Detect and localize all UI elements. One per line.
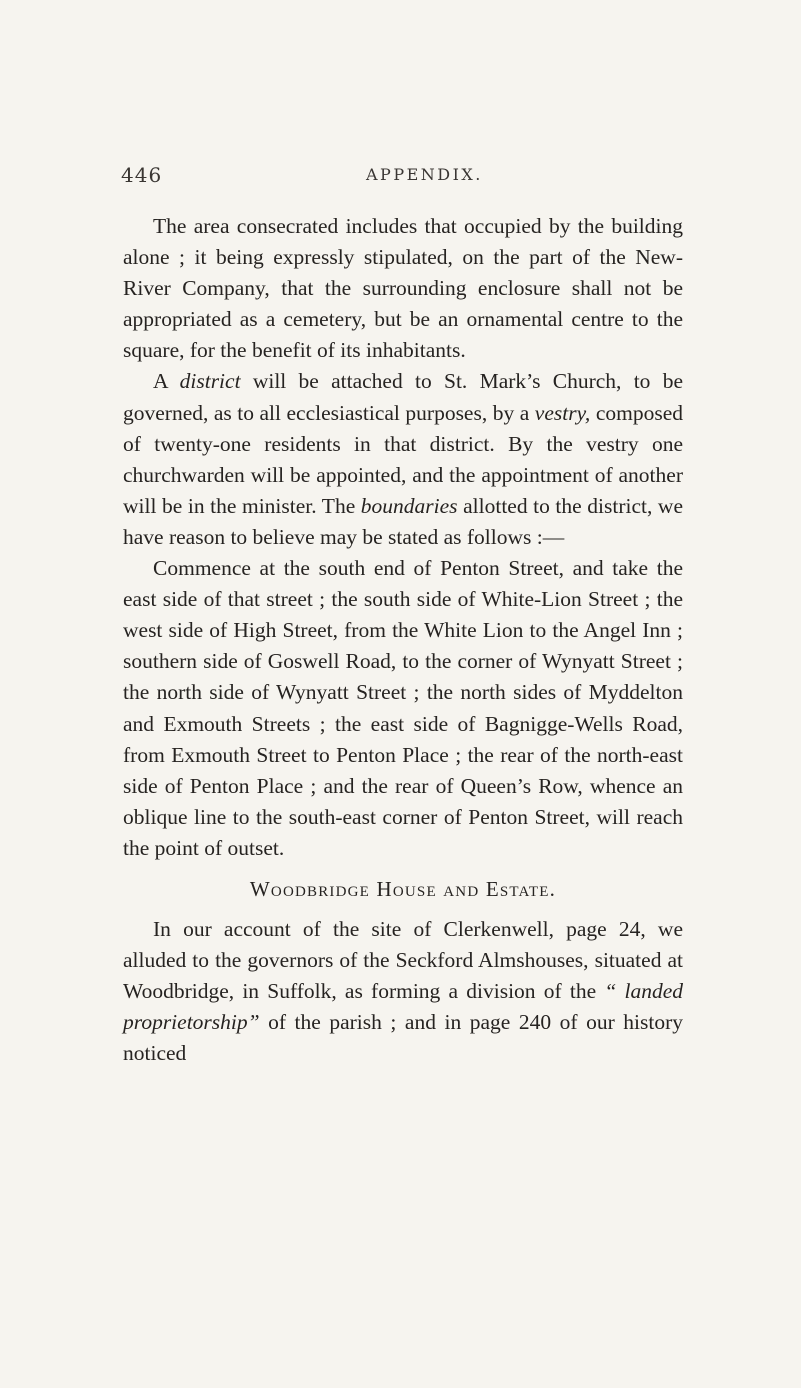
body-text	[123, 211, 683, 1070]
running-head: APPENDIX.	[366, 165, 483, 184]
italic-term-vestry: vestry,	[534, 400, 591, 425]
text-run: of the parish ; and in page 240 of our history noticed	[123, 1010, 683, 1066]
italic-term-boundaries: boundaries	[360, 493, 458, 518]
italic-term-district: district	[179, 369, 241, 394]
text-run: allotted to the district, we have reason to believe may be stated as follows :—	[123, 493, 683, 549]
italic-phrase-landed-proprietorship: “ landed proprietorship”	[123, 979, 684, 1035]
text-run: In our account of the site of Clerkenwell, page 24, we alluded to the governors of the Seckford Almshouses, situated at Woodbridge, in Suffolk, as forming a division of the	[123, 917, 683, 1004]
paragraph-consecration: The area consecrated includes that occupied by the building alone ; it being expressly stipulated, on the part of the New-River Company, that the surrounding enclosure shall not be appropriated as a cemetery, but be an ornamental centre to the square, for the benefit of its inhabitants.	[123, 214, 683, 363]
text-run: will be attached to St. Mark’s Church, to be governed, as to all ecclesiastical purposes, by a	[123, 369, 684, 425]
page-header	[121, 163, 681, 189]
text-run: A	[153, 369, 180, 394]
paragraph-boundaries-route: Commence at the south end of Penton Street, and take the east side of that street ; the south side of White-Lion Street ; the west side of High Street, from the White Lion to the Angel Inn ; southern side of Goswell Road, to the corner of Wynyatt Street ; the north side of Wynyatt Street ; the north sides of Myddelton and Exmouth Streets ; the east side of Bagnigge-Wells Road, from Exmouth Street to Penton Place ; the rear of the north-east side of Penton Place ; and the rear of Queen’s Row, whence an oblique line to the south-east corner of Penton Street, will reach the point of outset.	[123, 556, 683, 860]
paragraph-woodbridge	[123, 914, 683, 1069]
section-heading: Woodbridge House and Estate.	[249, 876, 557, 901]
page-number: 446	[121, 163, 163, 187]
paragraph-district	[123, 366, 683, 553]
text-run: composed of twenty-one residents in that district. By the vestry one churchwarden will be appointed, and the appointment of another will be in the minister. The	[123, 400, 683, 518]
